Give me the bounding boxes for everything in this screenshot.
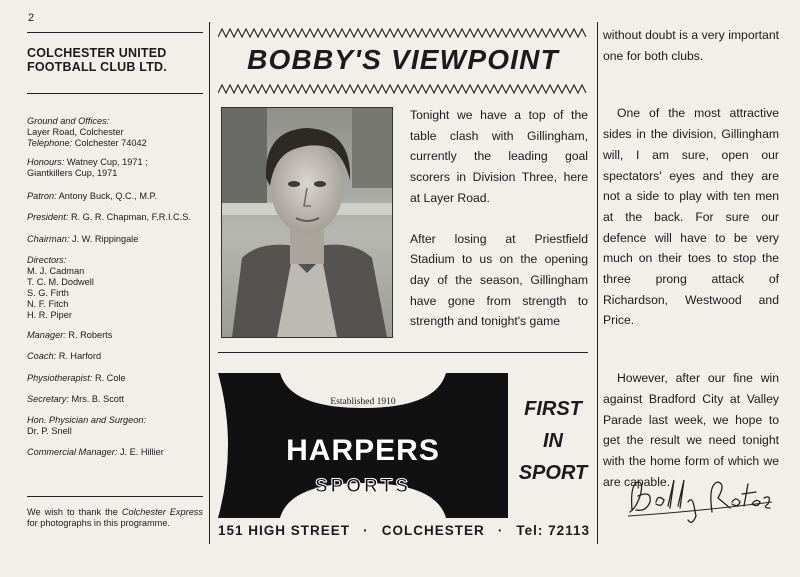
slogan-line-1: FIRST [524, 398, 582, 420]
president-value: R. G. R. Chapman, F.R.I.C.S. [70, 212, 191, 222]
thanks-part2: for photographs in this programme. [27, 518, 170, 528]
physio-label: Physiotherapist: [27, 373, 93, 383]
ground-value: Layer Road, Colchester [27, 127, 124, 137]
thanks-note [27, 507, 203, 529]
title-border-bottom [218, 84, 588, 94]
commercial-label: Commercial Manager: [27, 447, 118, 457]
page-number: 2 [28, 12, 35, 24]
slogan-line-3: SPORT [518, 462, 588, 484]
club-name-line1: COLCHESTER UNITED [27, 46, 167, 60]
honours-label: Honours: [27, 157, 65, 167]
article-title: BOBBY'S VIEWPOINT [247, 44, 559, 75]
manager-value: R. Roberts [68, 330, 113, 340]
thanks-part1: We wish to thank the [27, 507, 118, 517]
coach-label: Coach: [27, 351, 57, 361]
manager-photo [221, 107, 393, 338]
coach-value: R. Harford [58, 351, 102, 361]
title-border-top [218, 28, 588, 38]
article-paragraph-2: After losing at Priestfield Stadium to us on the opening day of the season, Gillingham have gone from strength to strength and tonight's game [410, 231, 588, 329]
chairman-value: J. W. Rippingale [71, 234, 139, 244]
article-col-b [603, 25, 779, 492]
physio-row [27, 373, 205, 384]
commercial-value: J. E. Hillier [119, 447, 164, 457]
physician-label: Hon. Physician and Surgeon: [27, 415, 147, 425]
patron-row [27, 191, 205, 202]
commercial-row [27, 447, 205, 458]
ad-address-line [218, 523, 590, 538]
ad-town: COLCHESTER [381, 523, 485, 538]
director-item: M. J. Cadman [27, 266, 85, 276]
article-col-a [410, 105, 588, 332]
telephone-value: Colchester 74042 [74, 138, 147, 148]
physician-block [27, 415, 205, 437]
directors-block [27, 255, 205, 321]
harpers-sports [218, 476, 508, 498]
thanks-rule [27, 496, 203, 497]
thanks-paper: Colchester Express [121, 507, 203, 517]
article-paragraph-4: One of the most attractive sides in the division, Gillingham will, I am sure, open our spectators' eyes and they are not a side to play with ten men at the back. For sure our defence will have to be very much on their toes to stop the three prong attack of Richardson, Westwood and Price. [603, 106, 779, 328]
column-divider-left [209, 22, 210, 544]
director-item: H. R. Piper [27, 310, 72, 320]
ground-label: Ground and Offices: [27, 116, 110, 126]
patron-label: Patron: [27, 191, 57, 201]
honours-line1: Watney Cup, 1971 ; [66, 157, 148, 167]
director-item: N. F. Fitch [27, 299, 69, 309]
chairman-row [27, 234, 205, 245]
ad-street: 151 HIGH STREET [218, 523, 351, 538]
ad-dot: · [363, 523, 369, 538]
portrait-image [222, 108, 392, 337]
article-paragraph-5: However, after our fine win against Bradford City at Valley Parade last week, we hope to get the result we need tonight with the home form of which we are capable. [603, 371, 779, 489]
established-text: Established 1910 [330, 397, 396, 407]
secretary-label: Secretary: [27, 394, 69, 404]
harpers-name: HARPERS [286, 434, 440, 467]
column-divider-right [597, 22, 598, 544]
club-rule-bottom [27, 93, 203, 94]
ground-block [27, 116, 205, 149]
director-item: T. C. M. Dodwell [27, 277, 94, 287]
coach-row [27, 351, 205, 362]
ad-dot: · [497, 523, 504, 538]
physio-value: R. Cole [94, 373, 126, 383]
secretary-value: Mrs. B. Scott [71, 394, 125, 404]
honours-block [27, 157, 205, 179]
signature [622, 472, 782, 530]
director-item: S. G. Firth [27, 288, 69, 298]
harpers-sports-text: SPORTS [314, 476, 412, 497]
article-paragraph-3: without doubt is a very important one for both clubs. [603, 28, 779, 63]
physician-value: Dr. P. Snell [27, 426, 72, 436]
honours-line2: Giantkillers Cup, 1971 [27, 168, 118, 178]
club-rule-top [27, 32, 203, 33]
club-name [27, 46, 205, 74]
manager-row [27, 330, 205, 341]
secretary-row [27, 394, 205, 405]
president-label: President: [27, 212, 69, 222]
ad-rule [218, 352, 588, 353]
article-paragraph-1: Tonight we have a top of the table clash with Gillingham, currently the leading goal scorers in Division Three, here at Layer Road. [410, 108, 588, 205]
patron-value: Antony Buck, Q.C., M.P. [58, 191, 158, 201]
president-row [27, 212, 205, 223]
slogan-line-2: IN [543, 430, 563, 452]
club-name-line2: FOOTBALL CLUB LTD. [27, 60, 167, 74]
telephone-label: Telephone: [27, 138, 73, 148]
manager-label: Manager: [27, 330, 66, 340]
ad-tel: Tel: 72113 [516, 523, 590, 538]
chairman-label: Chairman: [27, 234, 70, 244]
directors-label: Directors: [27, 255, 67, 265]
